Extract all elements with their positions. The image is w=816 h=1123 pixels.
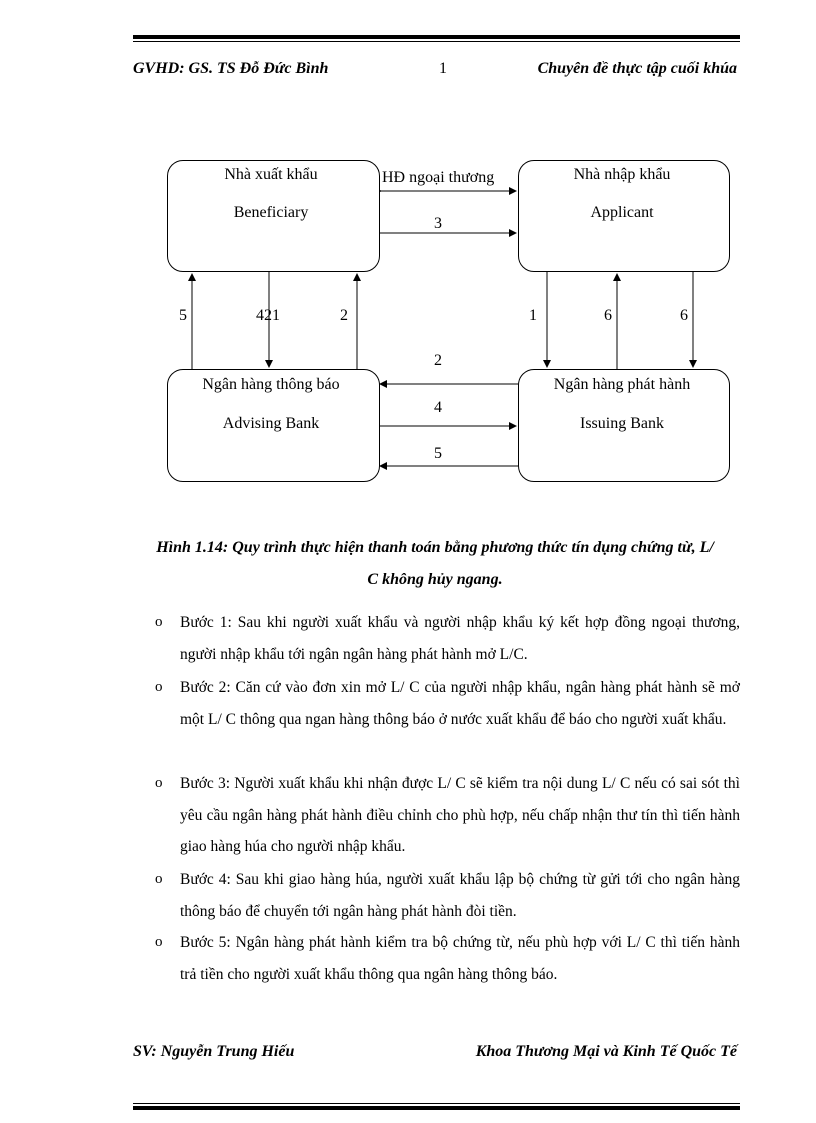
exporter-name: Nhà xuất khẩu bbox=[224, 166, 318, 183]
step-2-text: Bước 2: Căn cứ vào đơn xin mở L/ C của người nhập khẩu, ngân hàng phát hành sẽ mở một L/ C thông qua ngan hàng thông báo ở nước xuất khẩu để báo cho người xuất khẩu. bbox=[180, 679, 740, 728]
importer-name: Nhà nhập khẩu bbox=[573, 166, 671, 183]
advising-bank-role: Advising Bank bbox=[222, 415, 320, 432]
step-bullet: o bbox=[155, 614, 163, 630]
footer-rule-thick bbox=[133, 1106, 740, 1110]
issuing-bank-name: Ngân hàng phát hành bbox=[553, 376, 691, 393]
step-bullet: o bbox=[155, 871, 163, 887]
issuing-bank-role: Issuing Bank bbox=[580, 415, 664, 432]
label-right-6b: 6 bbox=[680, 307, 688, 324]
caption-line-2: C không hủy ngang. bbox=[367, 571, 503, 588]
label-mid-2: 2 bbox=[434, 352, 442, 369]
label-left-2: 2 bbox=[340, 307, 348, 324]
step-5-text: Bước 5: Ngân hàng phát hành kiểm tra bộ chứng từ, nếu phù hợp với L/ C thì tiến hành trả tiền cho người xuất khẩu thông qua ngân hàng thông báo. bbox=[180, 934, 740, 983]
label-right-6a: 6 bbox=[604, 307, 612, 324]
label-top-3: 3 bbox=[434, 215, 442, 232]
importer-role: Applicant bbox=[590, 204, 654, 221]
step-bullet: o bbox=[155, 934, 163, 950]
footer-rule-thin bbox=[133, 1103, 740, 1104]
header-advisor: GVHD: GS. TS Đỗ Đức Bình bbox=[133, 60, 329, 77]
footer-faculty: Khoa Thương Mại và Kinh Tế Quốc Tế bbox=[475, 1043, 737, 1060]
step-4-text: Bước 4: Sau khi giao hàng húa, người xuất khẩu lập bộ chứng từ gửi tới cho ngân hàng thông báo để chuyển tới ngân hàng phát hành đòi tiền. bbox=[180, 871, 740, 920]
step-3-text: Bước 3: Người xuất khẩu khi nhận được L/ C sẽ kiểm tra nội dung L/ C nếu có sai sót thì yêu cầu ngân hàng phát hành điều chỉnh cho phù hợp, nếu chấp nhận thư tín thì tiến hành giao hàng húa cho người nhập khẩu. bbox=[180, 775, 740, 855]
step-bullet: o bbox=[155, 679, 163, 695]
caption-line-1: Hình 1.14: Quy trình thực hiện thanh toán bằng phương thức tín dụng chứng từ, L/ bbox=[156, 539, 714, 556]
step-bullet: o bbox=[155, 775, 163, 791]
label-mid-5: 5 bbox=[434, 445, 442, 462]
advising-bank-name: Ngân hàng thông báo bbox=[202, 376, 340, 393]
step-1-text: Bước 1: Sau khi người xuất khẩu và người nhập khẩu ký kết hợp đồng ngoại thương, người nhập khẩu tới ngân ngân hàng phát hành mở L/C. bbox=[180, 614, 740, 663]
header-page-number: 1 bbox=[439, 60, 447, 77]
label-mid-4: 4 bbox=[434, 399, 442, 416]
header-title: Chuyên đề thực tập cuối khúa bbox=[537, 60, 737, 77]
footer-student: SV: Nguyễn Trung Hiếu bbox=[133, 1043, 295, 1060]
label-left-5: 5 bbox=[179, 307, 187, 324]
figure-caption bbox=[120, 532, 750, 596]
label-left-421: 421 bbox=[256, 307, 280, 324]
label-right-1: 1 bbox=[529, 307, 537, 324]
exporter-role: Beneficiary bbox=[233, 204, 309, 221]
label-contract: HĐ ngoại thương bbox=[382, 169, 495, 186]
